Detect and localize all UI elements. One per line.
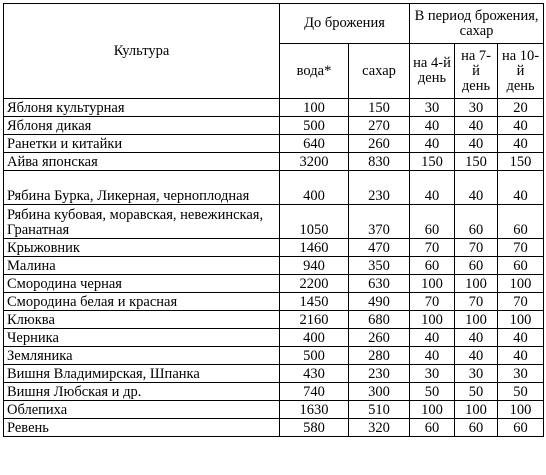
table-row <box>4 401 544 419</box>
day4-value: 70 <box>410 293 455 311</box>
water-value: 400 <box>280 329 349 347</box>
water-value: 430 <box>280 365 349 383</box>
day7-value: 70 <box>455 293 498 311</box>
day4-value: 100 <box>410 401 455 419</box>
day10-header: на 10-й день <box>498 44 544 99</box>
culture-name: Рябина Бурка, Ликерная, черноплодная <box>4 171 280 205</box>
table-row <box>4 257 544 275</box>
day7-value: 70 <box>455 239 498 257</box>
day4-value: 60 <box>410 419 455 437</box>
culture-name: Яблоня культурная <box>4 99 280 117</box>
sugar-value: 350 <box>349 257 410 275</box>
sugar-value: 280 <box>349 347 410 365</box>
day10-value: 40 <box>498 329 544 347</box>
culture-name: Малина <box>4 257 280 275</box>
sugar-header: сахар <box>349 44 410 99</box>
water-value: 2160 <box>280 311 349 329</box>
sugar-value: 300 <box>349 383 410 401</box>
day7-value: 100 <box>455 311 498 329</box>
sugar-value: 490 <box>349 293 410 311</box>
water-value: 500 <box>280 347 349 365</box>
water-value: 3200 <box>280 153 349 171</box>
sugar-value: 320 <box>349 419 410 437</box>
water-value: 2200 <box>280 275 349 293</box>
water-value: 100 <box>280 99 349 117</box>
table-row <box>4 99 544 117</box>
water-value: 500 <box>280 117 349 135</box>
day7-value: 100 <box>455 401 498 419</box>
table-row <box>4 365 544 383</box>
day10-value: 100 <box>498 311 544 329</box>
day10-value: 40 <box>498 117 544 135</box>
sugar-value: 630 <box>349 275 410 293</box>
day10-value: 40 <box>498 347 544 365</box>
table-row <box>4 117 544 135</box>
day7-value: 50 <box>455 383 498 401</box>
day4-value: 30 <box>410 365 455 383</box>
water-value: 1450 <box>280 293 349 311</box>
day7-header: на 7-й день <box>455 44 498 99</box>
day10-value: 40 <box>498 171 544 205</box>
day4-value: 40 <box>410 135 455 153</box>
sugar-value: 510 <box>349 401 410 419</box>
table-row <box>4 293 544 311</box>
culture-header: Культура <box>4 4 280 99</box>
day4-value: 150 <box>410 153 455 171</box>
day7-value: 40 <box>455 347 498 365</box>
day7-value: 30 <box>455 365 498 383</box>
day4-value: 40 <box>410 171 455 205</box>
water-value: 400 <box>280 171 349 205</box>
culture-name: Клюква <box>4 311 280 329</box>
day7-value: 60 <box>455 419 498 437</box>
table-row <box>4 311 544 329</box>
culture-name: Ранетки и китайки <box>4 135 280 153</box>
during-fermentation-header: В период брожения, сахар <box>410 4 544 44</box>
day4-value: 40 <box>410 329 455 347</box>
table-row <box>4 171 544 205</box>
table-row <box>4 347 544 365</box>
day10-value: 150 <box>498 153 544 171</box>
table-row <box>4 329 544 347</box>
culture-name: Черника <box>4 329 280 347</box>
day10-value: 100 <box>498 401 544 419</box>
table-row <box>4 419 544 437</box>
culture-name: Ревень <box>4 419 280 437</box>
culture-name: Айва японская <box>4 153 280 171</box>
day10-value: 30 <box>498 365 544 383</box>
table-row <box>4 383 544 401</box>
sugar-value: 150 <box>349 99 410 117</box>
day10-value: 40 <box>498 135 544 153</box>
sugar-value: 260 <box>349 329 410 347</box>
day7-value: 40 <box>455 171 498 205</box>
table-row <box>4 205 544 239</box>
day7-value: 100 <box>455 275 498 293</box>
day10-value: 60 <box>498 257 544 275</box>
water-value: 1050 <box>280 205 349 239</box>
day7-value: 40 <box>455 329 498 347</box>
day10-value: 50 <box>498 383 544 401</box>
sugar-value: 470 <box>349 239 410 257</box>
day4-value: 30 <box>410 99 455 117</box>
water-value: 1630 <box>280 401 349 419</box>
day4-value: 40 <box>410 117 455 135</box>
culture-name: Рябина кубовая, моравская, невежинская, Гранатная <box>4 205 280 239</box>
water-value: 940 <box>280 257 349 275</box>
day7-value: 30 <box>455 99 498 117</box>
culture-name: Смородина белая и красная <box>4 293 280 311</box>
day4-value: 40 <box>410 347 455 365</box>
day7-value: 150 <box>455 153 498 171</box>
water-value: 740 <box>280 383 349 401</box>
sugar-value: 230 <box>349 171 410 205</box>
day7-value: 40 <box>455 135 498 153</box>
culture-name: Облепиха <box>4 401 280 419</box>
sugar-value: 260 <box>349 135 410 153</box>
table-row <box>4 135 544 153</box>
day10-value: 60 <box>498 419 544 437</box>
sugar-value: 680 <box>349 311 410 329</box>
day10-value: 100 <box>498 275 544 293</box>
culture-name: Вишня Любская и др. <box>4 383 280 401</box>
day7-value: 40 <box>455 117 498 135</box>
day4-header: на 4-й день <box>410 44 455 99</box>
sugar-value: 830 <box>349 153 410 171</box>
water-value: 580 <box>280 419 349 437</box>
culture-name: Смородина черная <box>4 275 280 293</box>
day4-value: 50 <box>410 383 455 401</box>
day4-value: 60 <box>410 205 455 239</box>
water-header: вода* <box>280 44 349 99</box>
day4-value: 100 <box>410 311 455 329</box>
day10-value: 70 <box>498 293 544 311</box>
culture-name: Вишня Владимирская, Шпанка <box>4 365 280 383</box>
before-fermentation-header: До брожения <box>280 4 410 44</box>
table-row <box>4 275 544 293</box>
culture-name: Земляника <box>4 347 280 365</box>
day4-value: 60 <box>410 257 455 275</box>
sugar-value: 370 <box>349 205 410 239</box>
sugar-value: 270 <box>349 117 410 135</box>
day7-value: 60 <box>455 205 498 239</box>
day10-value: 60 <box>498 205 544 239</box>
day4-value: 100 <box>410 275 455 293</box>
sugar-value: 230 <box>349 365 410 383</box>
table-row <box>4 153 544 171</box>
day10-value: 20 <box>498 99 544 117</box>
water-value: 1460 <box>280 239 349 257</box>
day10-value: 70 <box>498 239 544 257</box>
recipe-table <box>3 3 544 437</box>
day7-value: 60 <box>455 257 498 275</box>
water-value: 640 <box>280 135 349 153</box>
culture-name: Крыжовник <box>4 239 280 257</box>
culture-name: Яблоня дикая <box>4 117 280 135</box>
day4-value: 70 <box>410 239 455 257</box>
table-row <box>4 239 544 257</box>
